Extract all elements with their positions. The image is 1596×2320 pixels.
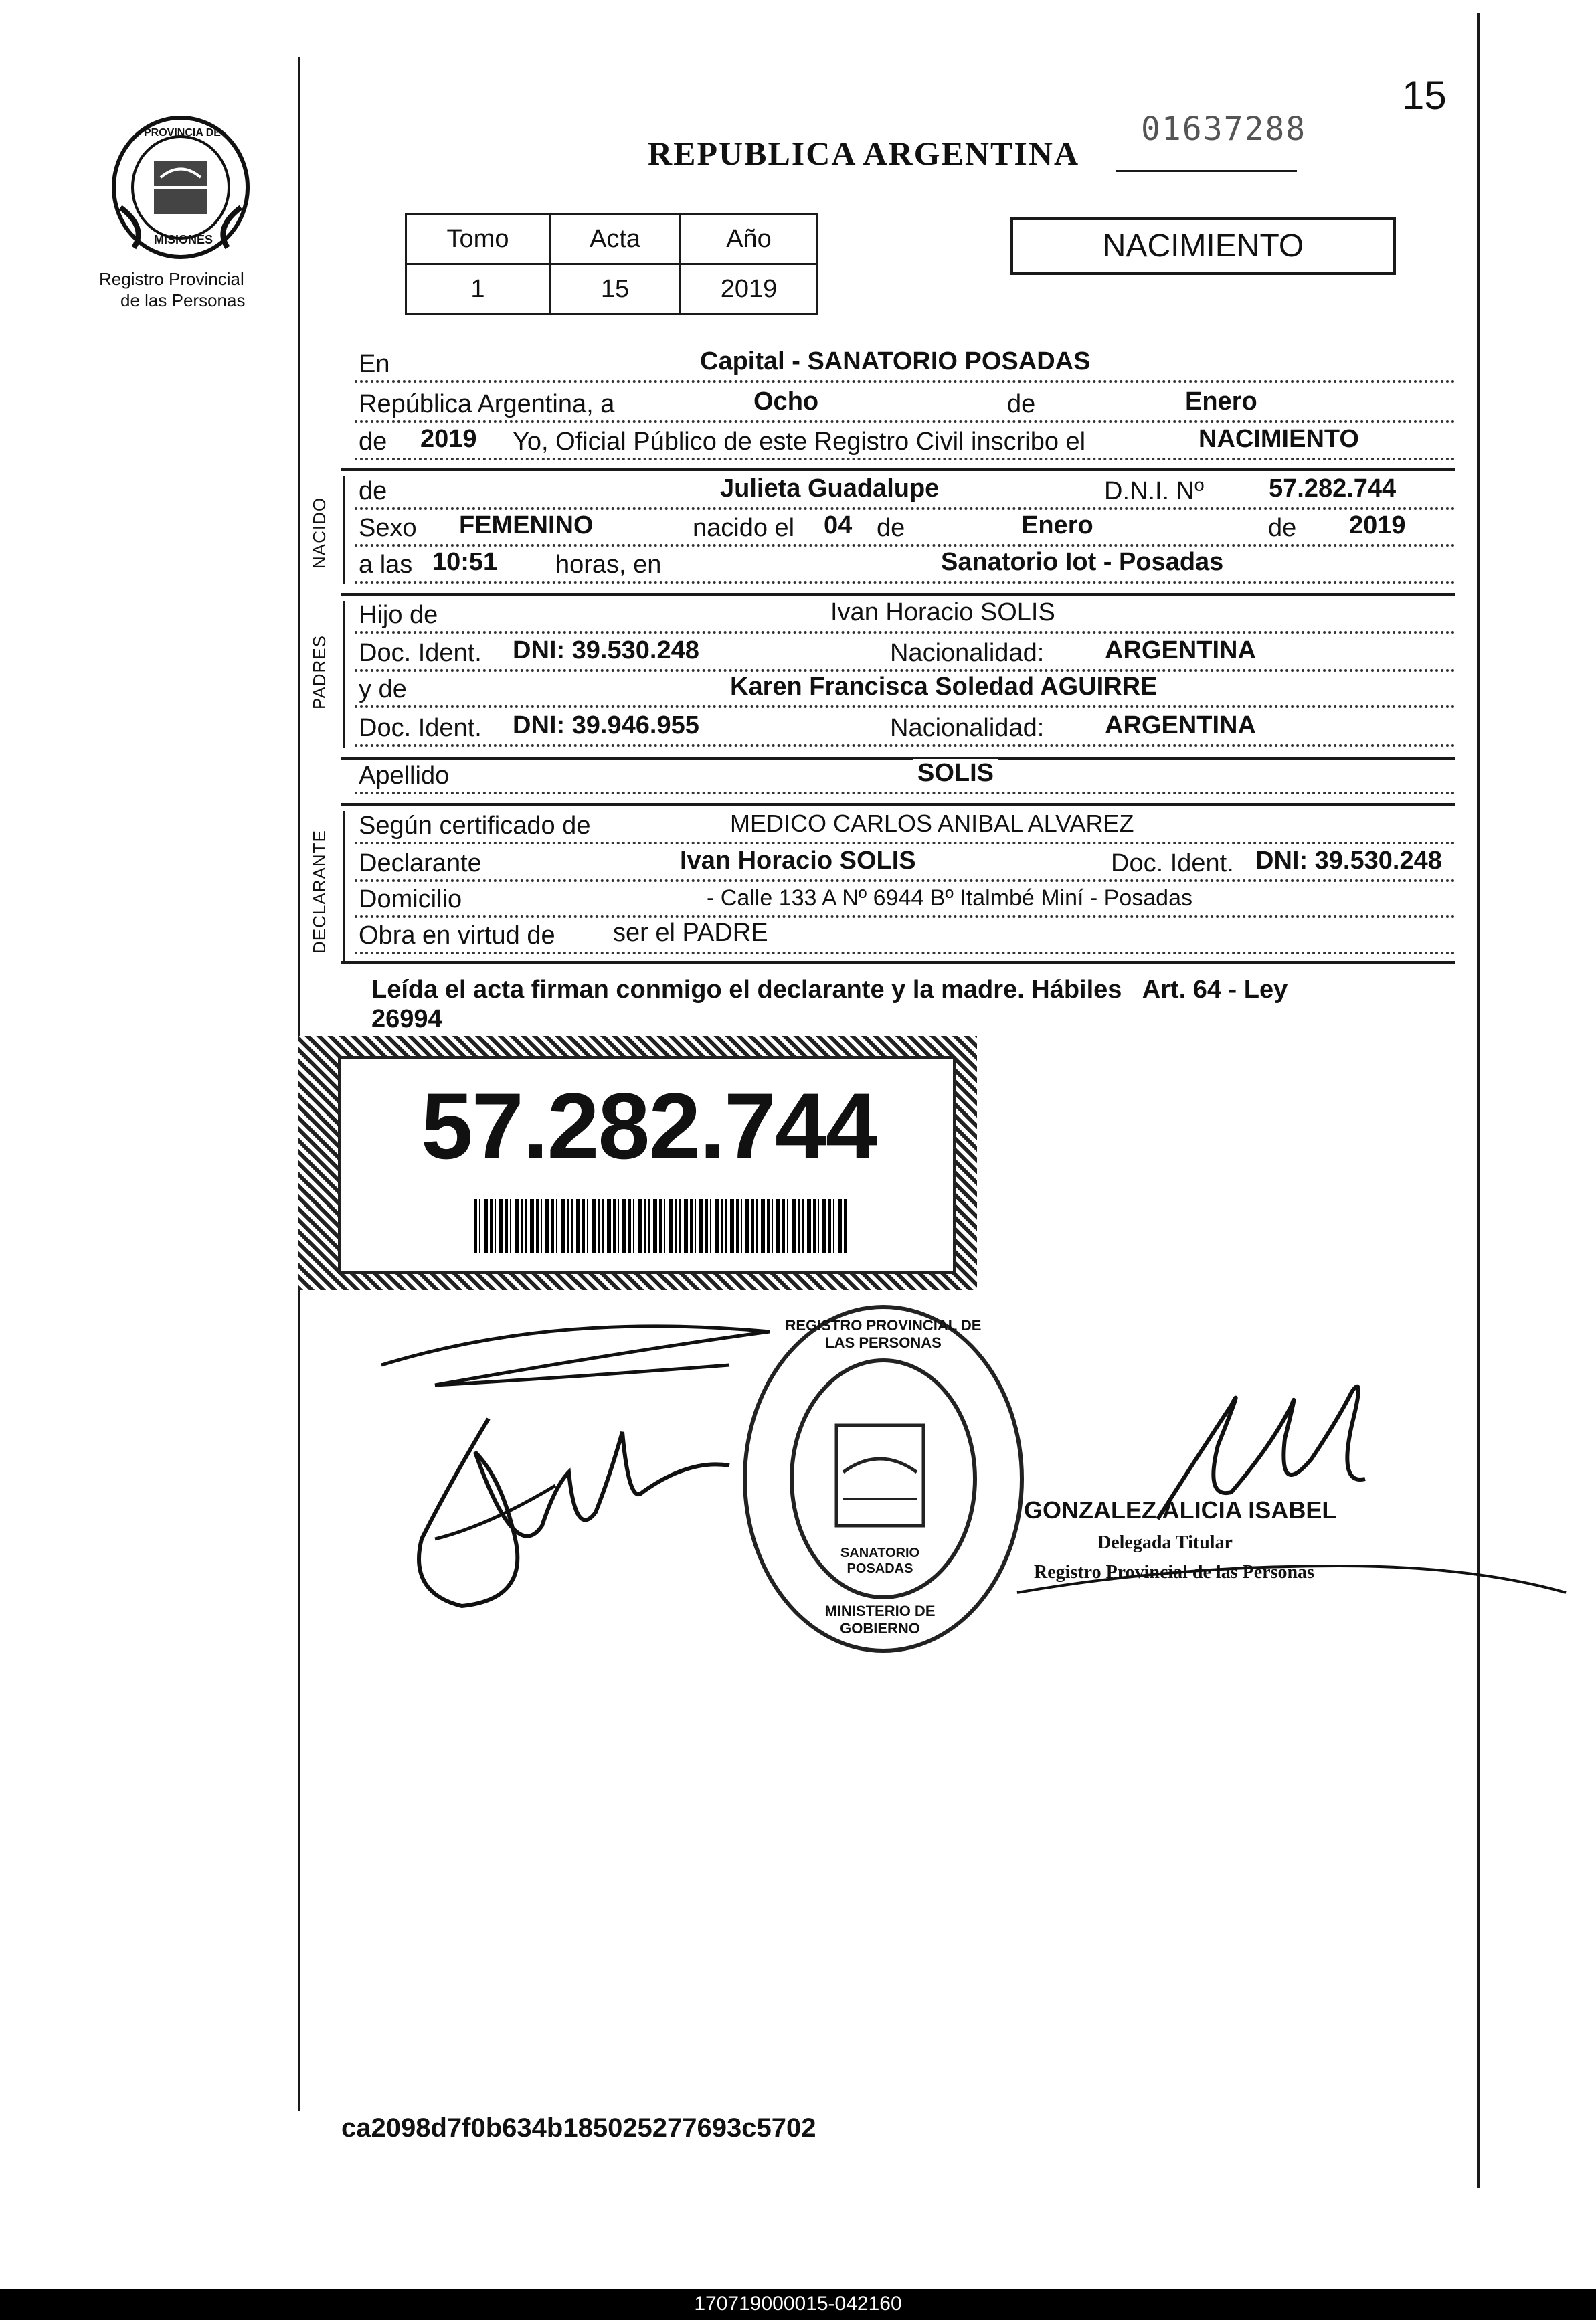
year-value: 2019 [416,425,481,454]
official-stamp [743,1305,1024,1653]
father-nat-label: Nacionalidad: [890,639,1048,668]
month-value: Enero [1181,387,1261,416]
nacido-de-label: de [359,477,391,506]
birth-place: Sanatorio Iot - Posadas [937,548,1227,577]
ref-value-ano: 2019 [681,264,818,315]
declarante-bracket [343,811,345,962]
page-number: 15 [1402,73,1447,118]
father-doc-label: Doc. Ident. [359,639,486,668]
hijo-label: Hijo de [359,601,442,630]
row-mother-doc [355,712,1455,752]
row-nacido-sexo [355,512,1455,552]
obra-value: ser el PADRE [609,919,772,948]
row-nacido-name [355,475,1455,515]
dni-sticker [298,1036,977,1290]
stamp-bottom-text: MINISTERIO DE GOBIERNO [824,1603,936,1637]
document-type-box [1010,217,1396,275]
document-type: NACIMIENTO [1102,228,1304,264]
ref-header-ano: Año [681,214,818,264]
cert-value: MEDICO CARLOS ANIBAL ALVAREZ [726,810,1138,838]
seal-top-text: PROVINCIA DE [144,127,221,139]
birth-month: Enero [1017,511,1097,540]
declarante-doc-label: Doc. Ident. [1111,849,1238,878]
mother-name: Karen Francisca Soledad AGUIRRE [726,673,1161,701]
row-en [355,348,1455,388]
signatory-title: Delegada Titular [1097,1532,1233,1553]
mother-nat-label: Nacionalidad: [890,714,1048,743]
en-value: Capital - SANATORIO POSADAS [696,347,1094,376]
alas-label: a las [359,551,416,579]
stamp-outer-text: REGISTRO PROVINCIAL DE LAS PERSONAS [785,1317,982,1351]
registry-name-line1: Registro Provincial [99,269,244,289]
ref-value-acta: 15 [550,264,681,315]
sexo-label: Sexo [359,514,421,543]
country-title: REPUBLICA ARGENTINA [648,135,1080,172]
signatory-office: Registro Provincial de las Personas [1034,1562,1314,1583]
father-doc: DNI: 39.530.248 [509,636,703,665]
nacido-side-label: NACIDO [309,497,329,569]
ref-value-tomo: 1 [406,264,550,315]
de2-label: de [359,428,391,456]
mother-doc-label: Doc. Ident. [359,714,486,743]
declarante-doc: DNI: 39.530.248 [1251,846,1446,875]
birth-de-label2: de [1268,514,1300,543]
birth-year: 2019 [1345,511,1410,540]
separator-apellido [341,803,1455,806]
mother-nationality: ARGENTINA [1101,711,1260,740]
document-hash: ca2098d7f0b634b185025277693c5702 [341,2113,816,2143]
stamp-inner-text: SANATORIO POSADAS [840,1546,920,1576]
bottom-barcode-text: 170719000015-042160 [694,2293,902,2315]
row-yde [355,673,1455,713]
row-obra [355,919,1455,960]
dni-sticker-inner [338,1056,956,1274]
closing-line1: Leída el acta firman conmigo el declarante y la madre. Hábiles Art. 64 - Ley [371,976,1288,1004]
child-name: Julieta Guadalupe [716,474,943,503]
signatory-name: GONZALEZ ALICIA ISABEL [1024,1496,1337,1524]
domicilio-label: Domicilio [359,885,466,914]
child-dni: 57.282.744 [1265,474,1400,503]
dni-sticker-barcode [474,1199,849,1253]
father-nationality: ARGENTINA [1101,636,1260,665]
yde-label: y de [359,675,411,704]
reference-table [405,213,818,315]
declarante-label: Declarante [359,849,486,878]
dni-label: D.N.I. Nº [1104,477,1208,506]
registry-name-line2: de las Personas [120,290,246,310]
closing-line2: 26994 [371,1005,442,1033]
inscribo-value: NACIMIENTO [1194,425,1363,454]
separator-nacido [341,593,1455,596]
apellido-label: Apellido [359,762,453,790]
separator-act [341,468,1455,471]
father-name: Ivan Horacio SOLIS [826,598,1059,627]
en-label: En [359,350,393,379]
row-oficial [355,426,1455,466]
padres-side-label: PADRES [309,635,329,709]
row-father-doc [355,637,1455,677]
row-certificado [355,810,1455,850]
row-hijo [355,599,1455,639]
birth-day: 04 [820,511,856,540]
birth-time: 10:51 [428,548,501,577]
horas-label: horas, en [555,551,665,579]
declarante-name: Ivan Horacio SOLIS [676,846,920,875]
nacido-bracket [343,476,345,584]
mother-doc: DNI: 39.946.955 [509,711,703,740]
serial-underline [1116,170,1297,172]
serial-number: 01637288 [1141,110,1307,148]
domicilio-value: - Calle 133 A Nº 6944 Bº Italmbé Miní - Posadas [703,885,1196,911]
row-republica [355,388,1455,428]
ref-header-tomo: Tomo [406,214,550,264]
declarante-side-label: DECLARANTE [309,830,329,954]
ref-header-acta: Acta [550,214,681,264]
apellido-value: SOLIS [913,759,998,788]
republica-label: República Argentina, a [359,390,618,419]
sexo-value: FEMENINO [455,511,598,540]
row-nacido-hora [355,549,1455,589]
row-apellido [355,760,1455,800]
right-border-rule [1477,13,1480,2188]
obra-label: Obra en virtud de [359,921,559,950]
padres-bracket [343,601,345,748]
seal-bottom-text: MISIONES [154,233,213,246]
separator-declarante [341,961,1455,964]
oficial-text: Yo, Oficial Público de este Registro Civil inscribo el [513,428,1089,456]
bottom-barcode-strip [0,2289,1596,2320]
birth-de-label: de [877,514,909,543]
de-label: de [1007,390,1039,419]
cert-label: Según certificado de [359,812,594,840]
row-declarante [355,847,1455,887]
row-domicilio [355,883,1455,923]
nacido-el-label: nacido el [693,514,798,543]
day-value: Ocho [749,387,822,416]
province-seal-logo [107,114,254,261]
dni-sticker-number: 57.282.744 [421,1073,877,1178]
